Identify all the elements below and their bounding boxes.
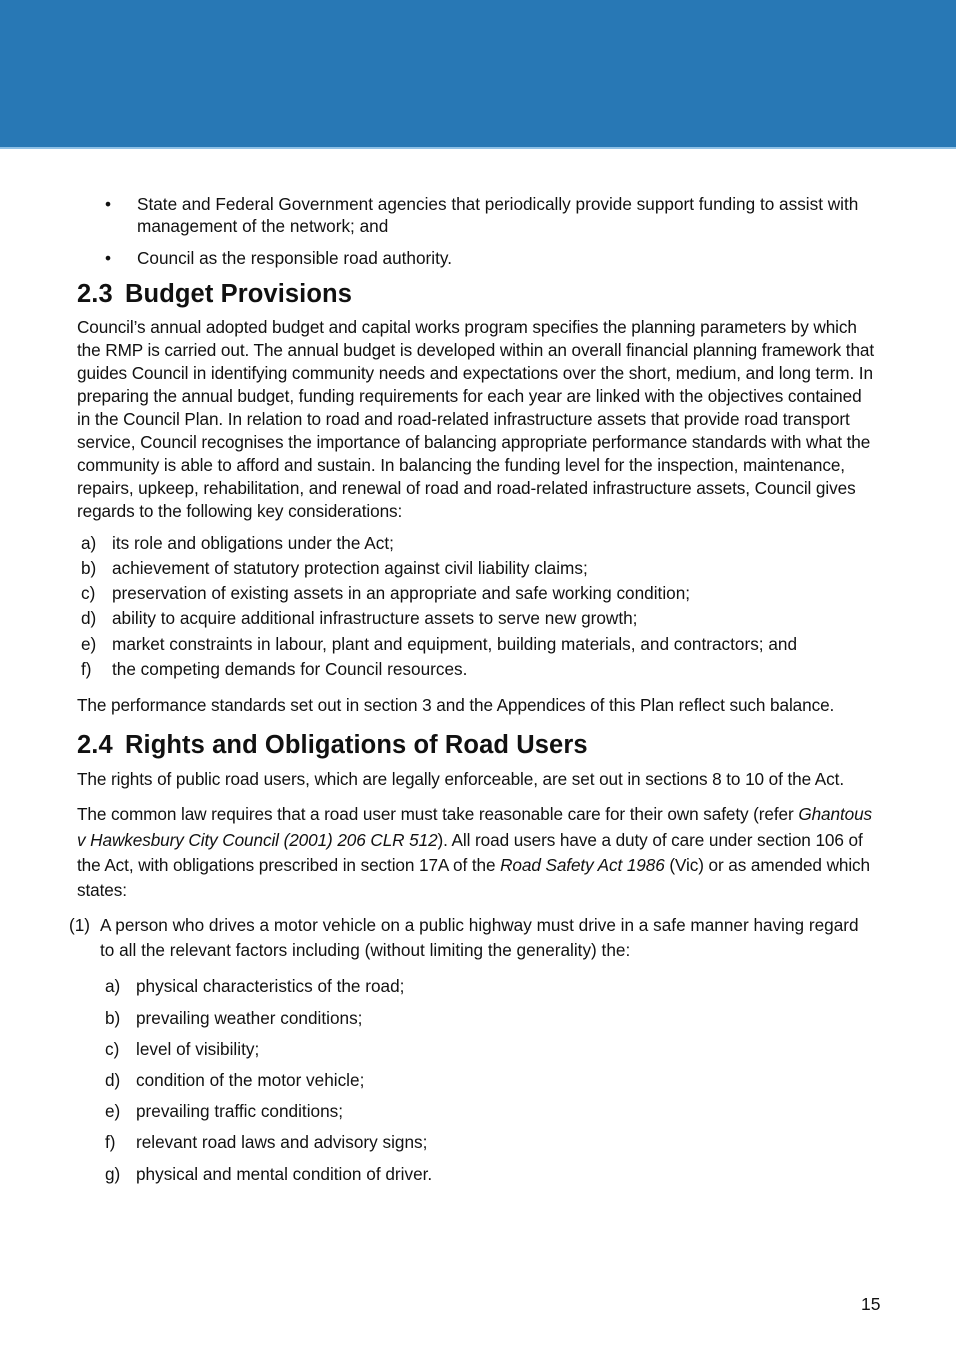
list-label: c)	[105, 1038, 120, 1059]
list-text: its role and obligations under the Act;	[112, 532, 394, 553]
section-title: Budget Provisions	[125, 279, 352, 308]
considerations-list	[77, 531, 877, 683]
list-text: achievement of statutory protection against civil liability claims;	[112, 557, 588, 578]
list-label: d)	[81, 608, 97, 629]
list-label: e)	[81, 633, 97, 654]
bullet-icon: •	[105, 248, 112, 268]
intro-bullet-list	[77, 194, 877, 270]
bullet-text: Council as the responsible road authority.	[137, 248, 452, 268]
list-text: level of visibility;	[136, 1038, 260, 1059]
list-text: preservation of existing assets in an appropriate and safe working condition;	[112, 583, 691, 604]
list-label: c)	[81, 583, 96, 604]
relevant-factors-list	[77, 971, 877, 1189]
list-text: ability to acquire additional infrastructure assets to serve new growth;	[112, 608, 638, 629]
bullet-item	[77, 194, 877, 237]
list-text: prevailing traffic conditions;	[136, 1101, 343, 1122]
section-title: Rights and Obligations of Road Users	[125, 731, 588, 760]
list-item	[77, 1096, 877, 1127]
act-name: Road Safety Act 1986	[500, 854, 665, 875]
clause-text: A person who drives a motor vehicle on a public highway must drive in a safe manner having regard to all the relevant factors including (without limiting the generality) the:	[100, 915, 859, 961]
case-citation: Ghantous v Hawkesbury City Council (2001) 206 CLR 512	[77, 804, 873, 850]
section-heading-budget-provisions	[77, 278, 877, 310]
clause-label: (1)	[69, 915, 91, 936]
section-number: 2.4	[77, 731, 113, 760]
list-label: b)	[81, 557, 97, 578]
list-label: a)	[81, 532, 97, 553]
page-content	[69, 194, 877, 1190]
performance-standards-paragraph: The performance standards set out in section 3 and the Appendices of this Plan reflect such balance.	[77, 695, 835, 716]
list-label: d)	[105, 1070, 121, 1091]
list-item	[77, 1034, 877, 1065]
list-item	[77, 531, 877, 556]
list-text: physical characteristics of the road;	[136, 976, 405, 997]
bullet-item	[77, 248, 877, 270]
common-law-text: The common law requires that a road user must take reasonable care for their own safety (refer	[77, 804, 799, 825]
act-clause	[69, 913, 877, 963]
common-law-text: ). All road users have a duty of care under section 106 of the Act, with obligations prescribed in section 17A of the	[77, 829, 863, 875]
rights-paragraph: The rights of public road users, which are legally enforceable, are set out in sections 8 to 10 of the Act.	[77, 769, 844, 790]
list-text: relevant road laws and advisory signs;	[136, 1132, 428, 1153]
list-item	[77, 657, 877, 682]
section-number: 2.3	[77, 279, 113, 308]
list-label: f)	[105, 1132, 116, 1153]
list-item	[77, 971, 877, 1002]
list-label: b)	[105, 1007, 121, 1028]
list-text: market constraints in labour, plant and equipment, building materials, and contractors; and	[112, 633, 798, 654]
bullet-icon: •	[105, 194, 112, 214]
list-item	[77, 556, 877, 581]
list-item	[77, 1127, 877, 1158]
list-text: the competing demands for Council resources.	[112, 658, 468, 679]
list-item	[77, 1003, 877, 1034]
budget-paragraph: Council’s annual adopted budget and capital works program specifies the planning parameters by which the RMP is carried out. The annual budget is developed within an overall financial planning framework that guides Council in identifying community needs and expectations over the short, medium, and long term. In preparing the annual budget, funding requirements for each year are linked with the objectives contained in the Council Plan. In relation to road and road-related infrastructure assets that provide road transport service, Council recognises the importance of balancing appropriate performance standards with what the community is able to afford and sustain. In balancing the funding level for the inspection, maintenance, repairs, upkeep, rehabilitation, and renewal of road and road-related infrastructure assets, Council gives regards to the following key considerations:	[77, 316, 875, 521]
page-number: 15	[861, 1294, 881, 1314]
list-label: a)	[105, 976, 121, 997]
list-label: g)	[105, 1163, 121, 1184]
list-item	[77, 581, 877, 606]
common-law-text: (Vic) or as amended which states:	[77, 854, 871, 901]
list-text: prevailing weather conditions;	[136, 1007, 363, 1028]
bullet-text: State and Federal Government agencies that periodically provide support funding to assist with management of the network; and	[137, 194, 859, 236]
list-item	[77, 1159, 877, 1190]
list-item	[77, 606, 877, 631]
list-text: physical and mental condition of driver.	[136, 1163, 433, 1184]
common-law-paragraph	[77, 802, 877, 903]
list-label: f)	[81, 658, 92, 679]
list-label: e)	[105, 1101, 121, 1122]
list-item	[77, 632, 877, 657]
header-band	[0, 0, 956, 149]
list-item	[77, 1065, 877, 1096]
list-text: condition of the motor vehicle;	[136, 1070, 365, 1091]
section-heading-road-users	[77, 729, 877, 761]
